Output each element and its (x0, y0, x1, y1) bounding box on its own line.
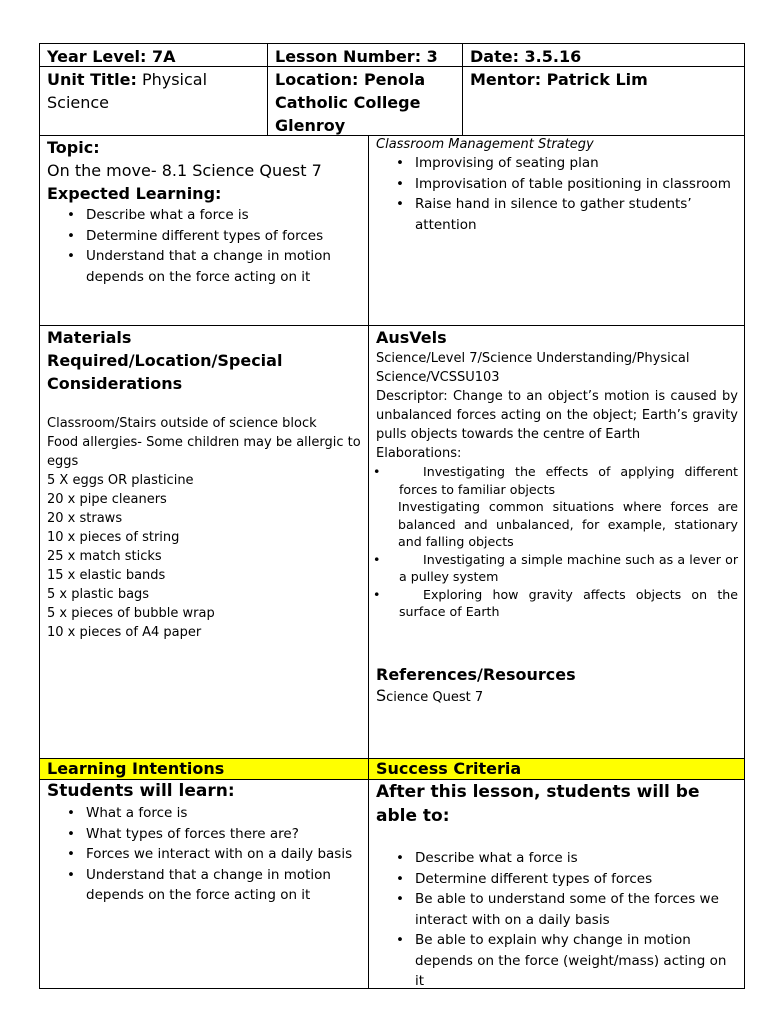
list-item: • Describe what a force is (40, 205, 362, 226)
classroom-management-title: Classroom Management Strategy (376, 137, 594, 152)
mentor-cell (462, 66, 745, 136)
list-item: • Raise hand in silence to gather students’ attention (369, 194, 738, 235)
references-title: References/Resources (376, 664, 576, 684)
learning-list (40, 803, 362, 906)
materials-line: 15 x elastic bands (47, 568, 166, 583)
learning-heading: Students will learn: (47, 781, 235, 801)
year-level-cell (39, 43, 268, 67)
topic-cell (39, 135, 369, 326)
list-item: • Improvisation of table positioning in classroom (369, 174, 738, 195)
elaboration-item: Investigating common situations where forces are balanced and unbalanced, for example, stationary and falling objects (398, 499, 738, 549)
list-item: • Determine different types of forces (369, 869, 738, 890)
list-item: • Be able to understand some of the forces we interact with on a daily basis (369, 889, 738, 930)
materials-title: Materials Required/Location/Special Considerations (47, 328, 283, 393)
references-value: Science Quest 7 (376, 685, 484, 705)
year-level: Year Level: 7A (47, 47, 176, 66)
unit-title-value: Physical Science (47, 70, 208, 112)
ausvels-cell (368, 325, 745, 759)
expected-learning-label: Expected Learning: (47, 184, 222, 203)
lesson-number: Lesson Number: 3 (275, 47, 438, 66)
expected-learning-list (40, 205, 362, 287)
materials-line: 5 x plastic bags (47, 587, 150, 602)
ausvels-descriptor: Descriptor: Change to an object’s motion is caused by unbalanced forces acting on the object; Earth’s gravity pulls objects towards the centre of Earth (376, 389, 738, 442)
list-item: • Improvising of seating plan (369, 153, 738, 174)
materials-line: 5 x pieces of bubble wrap (47, 606, 215, 621)
lesson-date: Date: 3.5.16 (470, 47, 582, 66)
elaboration-item: • Investigating a simple machine such as a lever or a pulley system (373, 551, 738, 584)
list-item: • Be able to explain why change in motion depends on the force (weight/mass) acting on it (369, 930, 738, 989)
classroom-management-cell (368, 135, 745, 326)
lesson-number-cell (267, 43, 463, 67)
ausvels-title: AusVels (376, 328, 447, 347)
location-cell (267, 66, 463, 136)
success-criteria-bar (368, 758, 745, 780)
list-item: • Understand that a change in motion depends on the force acting on it (40, 246, 362, 287)
success-criteria-label: Success Criteria (376, 759, 522, 778)
bullet-icon: • (373, 464, 381, 479)
bullet-icon: • (373, 551, 381, 567)
date-cell (462, 43, 745, 67)
materials-line: 10 x pieces of A4 paper (47, 625, 202, 640)
mentor: Mentor: Patrick Lim (470, 70, 648, 89)
elaborations-label: Elaborations: (376, 446, 462, 461)
materials-line: Classroom/Stairs outside of science block (47, 416, 317, 431)
classroom-management-list (369, 153, 738, 235)
topic-value: On the move- 8.1 Science Quest 7 (47, 161, 322, 180)
materials-line: 20 x pipe cleaners (47, 492, 167, 507)
materials-line: Food allergies- Some children may be allergic to eggs (47, 435, 361, 469)
elaboration-item: • Investigating the effects of applying different forces to familiar objects (373, 464, 738, 497)
materials-line: 5 X eggs OR plasticine (47, 473, 194, 488)
ausvels-code: Science/Level 7/Science Understanding/Physical Science/VCSSU103 (376, 351, 690, 385)
materials-cell (39, 325, 369, 759)
learning-intentions-label: Learning Intentions (47, 759, 225, 778)
list-item: • Determine different types of forces (40, 226, 362, 247)
success-list (369, 848, 738, 989)
success-heading: After this lesson, students will be able to: (376, 782, 700, 826)
unit-title-cell (39, 66, 268, 136)
unit-title-label: Unit Title: (47, 70, 137, 89)
elaboration-item: • Exploring how gravity affects objects on the surface of Earth (373, 586, 738, 619)
materials-line: 25 x match sticks (47, 549, 162, 564)
list-item: • Forces we interact with on a daily basis (40, 844, 362, 865)
list-item: • Describe what a force is (369, 848, 738, 869)
materials-line: 10 x pieces of string (47, 530, 180, 545)
bullet-icon: • (373, 586, 381, 602)
location: Location: Penola Catholic College Glenroy (275, 70, 426, 135)
list-item: • Understand that a change in motion depends on the force acting on it (40, 865, 362, 906)
success-criteria-cell (368, 779, 745, 989)
list-item: • What a force is (40, 803, 362, 824)
learning-intentions-bar (39, 758, 369, 780)
topic-label: Topic: (47, 138, 100, 157)
materials-line: 20 x straws (47, 511, 123, 526)
list-item: • What types of forces there are? (40, 824, 362, 845)
learning-intentions-cell (39, 779, 369, 989)
